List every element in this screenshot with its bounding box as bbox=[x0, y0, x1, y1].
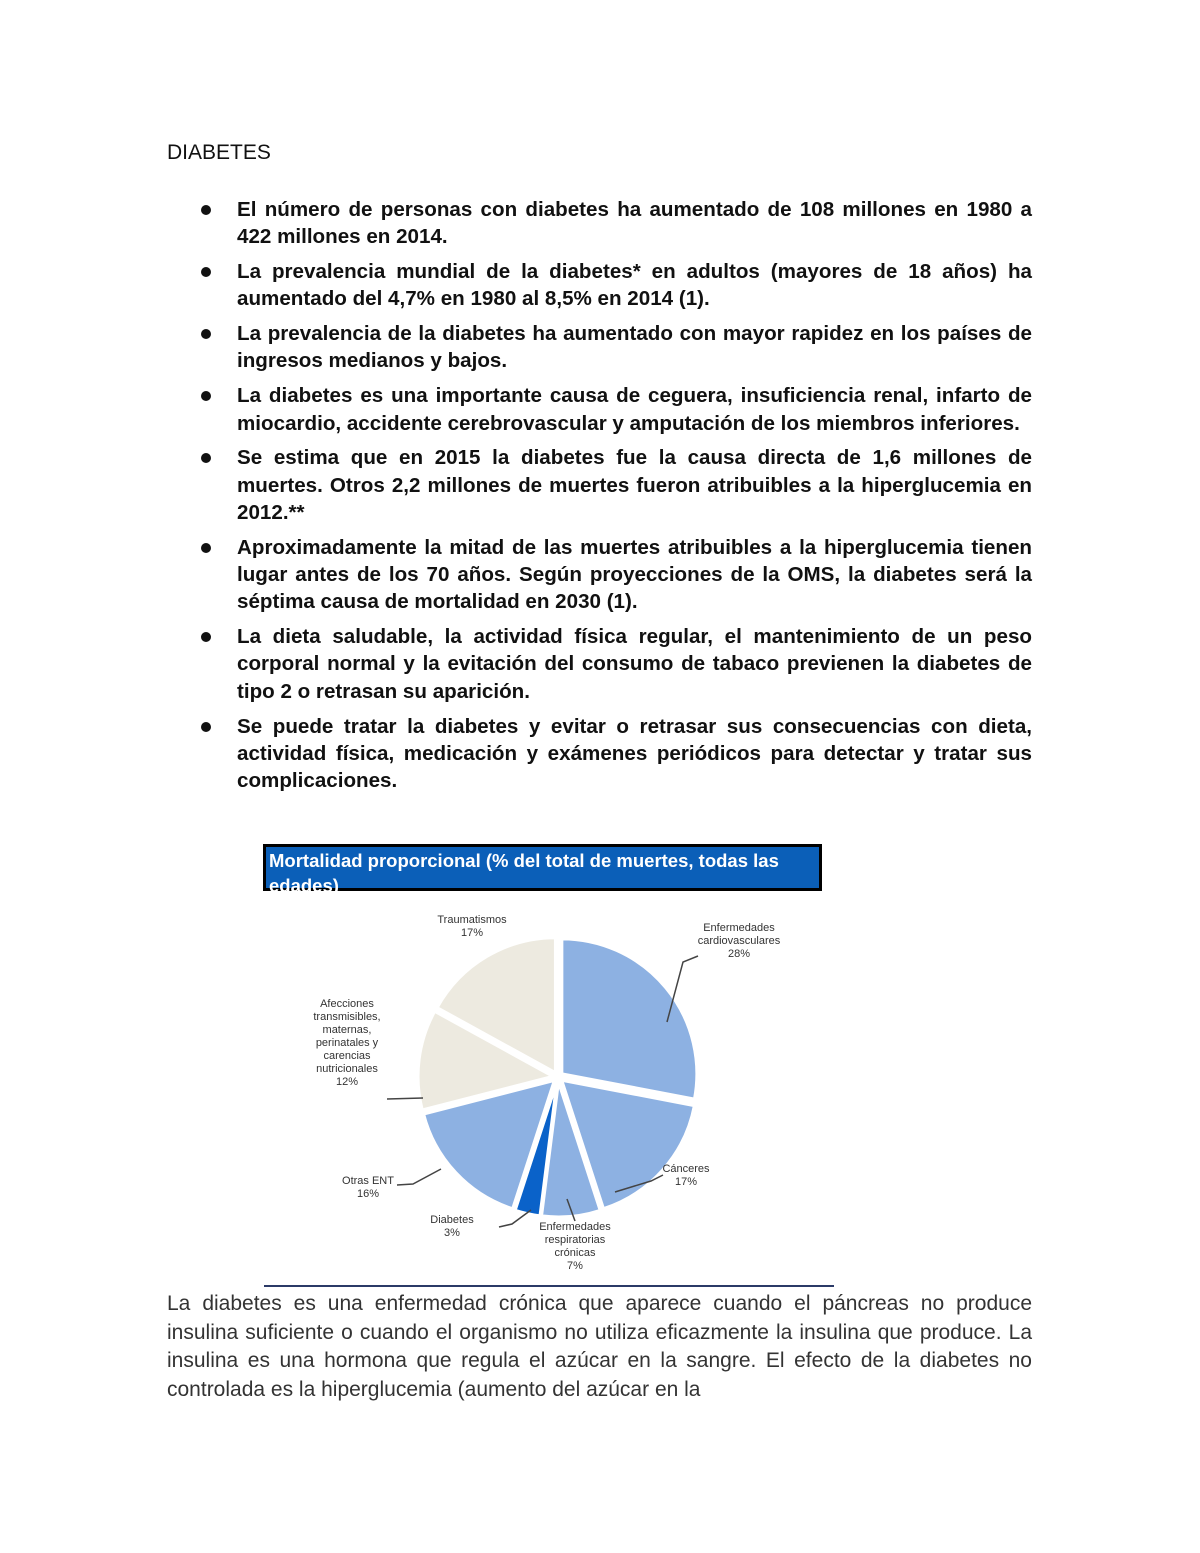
bullet-item bbox=[237, 534, 1032, 616]
pie-slice bbox=[562, 939, 697, 1099]
bullet-dot bbox=[201, 391, 211, 401]
bullet-dot bbox=[201, 267, 211, 277]
slice-label: Enfermedades cardiovasculares 28% bbox=[697, 922, 781, 960]
bullet-dot bbox=[201, 722, 211, 732]
chart-title-box bbox=[263, 844, 822, 896]
slice-label: Afecciones transmisibles, maternas, perinatales y carencias nutricionales 12% bbox=[313, 998, 381, 1088]
bullet-text: Se puede tratar la diabetes y evitar o retrasar sus consecuencias con dieta, actividad física, medicación y exámenes periódicos para detectar y tratar sus complicaciones. bbox=[237, 714, 1032, 793]
figure-rule bbox=[264, 1285, 834, 1287]
bullet-dot bbox=[201, 205, 211, 215]
bullet-text: La dieta saludable, la actividad física regular, el mantenimiento de un peso corporal normal y la evitación del consumo de tabaco previenen la diabetes de tipo 2 o retrasan su aparición. bbox=[237, 625, 1032, 703]
bullet-item bbox=[237, 258, 1032, 313]
slice-label: Enfermedades respiratorias crónicas 7% bbox=[539, 1221, 611, 1272]
pie-chart bbox=[263, 894, 828, 1284]
bullet-item bbox=[237, 320, 1032, 375]
page-heading: DIABETES bbox=[167, 141, 271, 164]
bullet-list bbox=[237, 196, 1032, 802]
bullet-item bbox=[237, 713, 1032, 795]
bullet-text: La diabetes es una importante causa de ceguera, insuficiencia renal, infarto de miocardio, accidente cerebrovascular y amputación de los miembros inferiores. bbox=[237, 384, 1032, 435]
bullet-dot bbox=[201, 632, 211, 642]
bullet-text: Aproximadamente la mitad de las muertes atribuibles a la hiperglucemia tienen lugar antes de los 70 años. Según proyecciones de la OMS, la diabetes será la séptima causa de mortalidad en 2030 (1). bbox=[237, 535, 1032, 614]
bullet-dot bbox=[201, 329, 211, 339]
bullet-text: La prevalencia de la diabetes ha aumentado con mayor rapidez en los países de ingresos medianos y bajos. bbox=[237, 322, 1032, 373]
slice-label: Diabetes 3% bbox=[430, 1214, 474, 1239]
bullet-item bbox=[237, 196, 1032, 251]
mortality-figure bbox=[263, 844, 828, 1284]
bullet-dot bbox=[201, 543, 211, 553]
bullet-dot bbox=[201, 453, 211, 463]
slice-label: Cánceres 17% bbox=[662, 1163, 710, 1188]
bullet-item bbox=[237, 623, 1032, 705]
chart-title: Mortalidad proporcional (% del total de muertes, todas las edades) bbox=[269, 850, 779, 896]
body-paragraph: La diabetes es una enfermedad crónica que aparece cuando el páncreas no produce insulina suficiente o cuando el organismo no utiliza eficazmente la insulina que produce. La insulina es una hormona que regula el azúcar en la sangre. El efecto de la diabetes no controlada es la hiperglucemia (aumento del azúcar en la bbox=[167, 1292, 1032, 1401]
slice-label: Otras ENT 16% bbox=[342, 1175, 394, 1200]
slice-leader-line bbox=[387, 1098, 423, 1099]
bullet-text: Se estima que en 2015 la diabetes fue la causa directa de 1,6 millones de muertes. Otros 2,2 millones de muertes fueron atribuibles a la hiperglucemia en 2012.** bbox=[237, 446, 1032, 524]
bullet-text: El número de personas con diabetes ha aumentado de 108 millones en 1980 a 422 millones en 2014. bbox=[237, 198, 1032, 249]
bullet-item bbox=[237, 444, 1032, 526]
slice-label: Traumatismos 17% bbox=[437, 914, 507, 939]
bullet-text: La prevalencia mundial de la diabetes* en adultos (mayores de 18 años) ha aumentado del 4,7% en 1980 al 8,5% en 2014 (1). bbox=[237, 260, 1032, 311]
slice-leader-line bbox=[397, 1169, 441, 1185]
bullet-item bbox=[237, 382, 1032, 437]
